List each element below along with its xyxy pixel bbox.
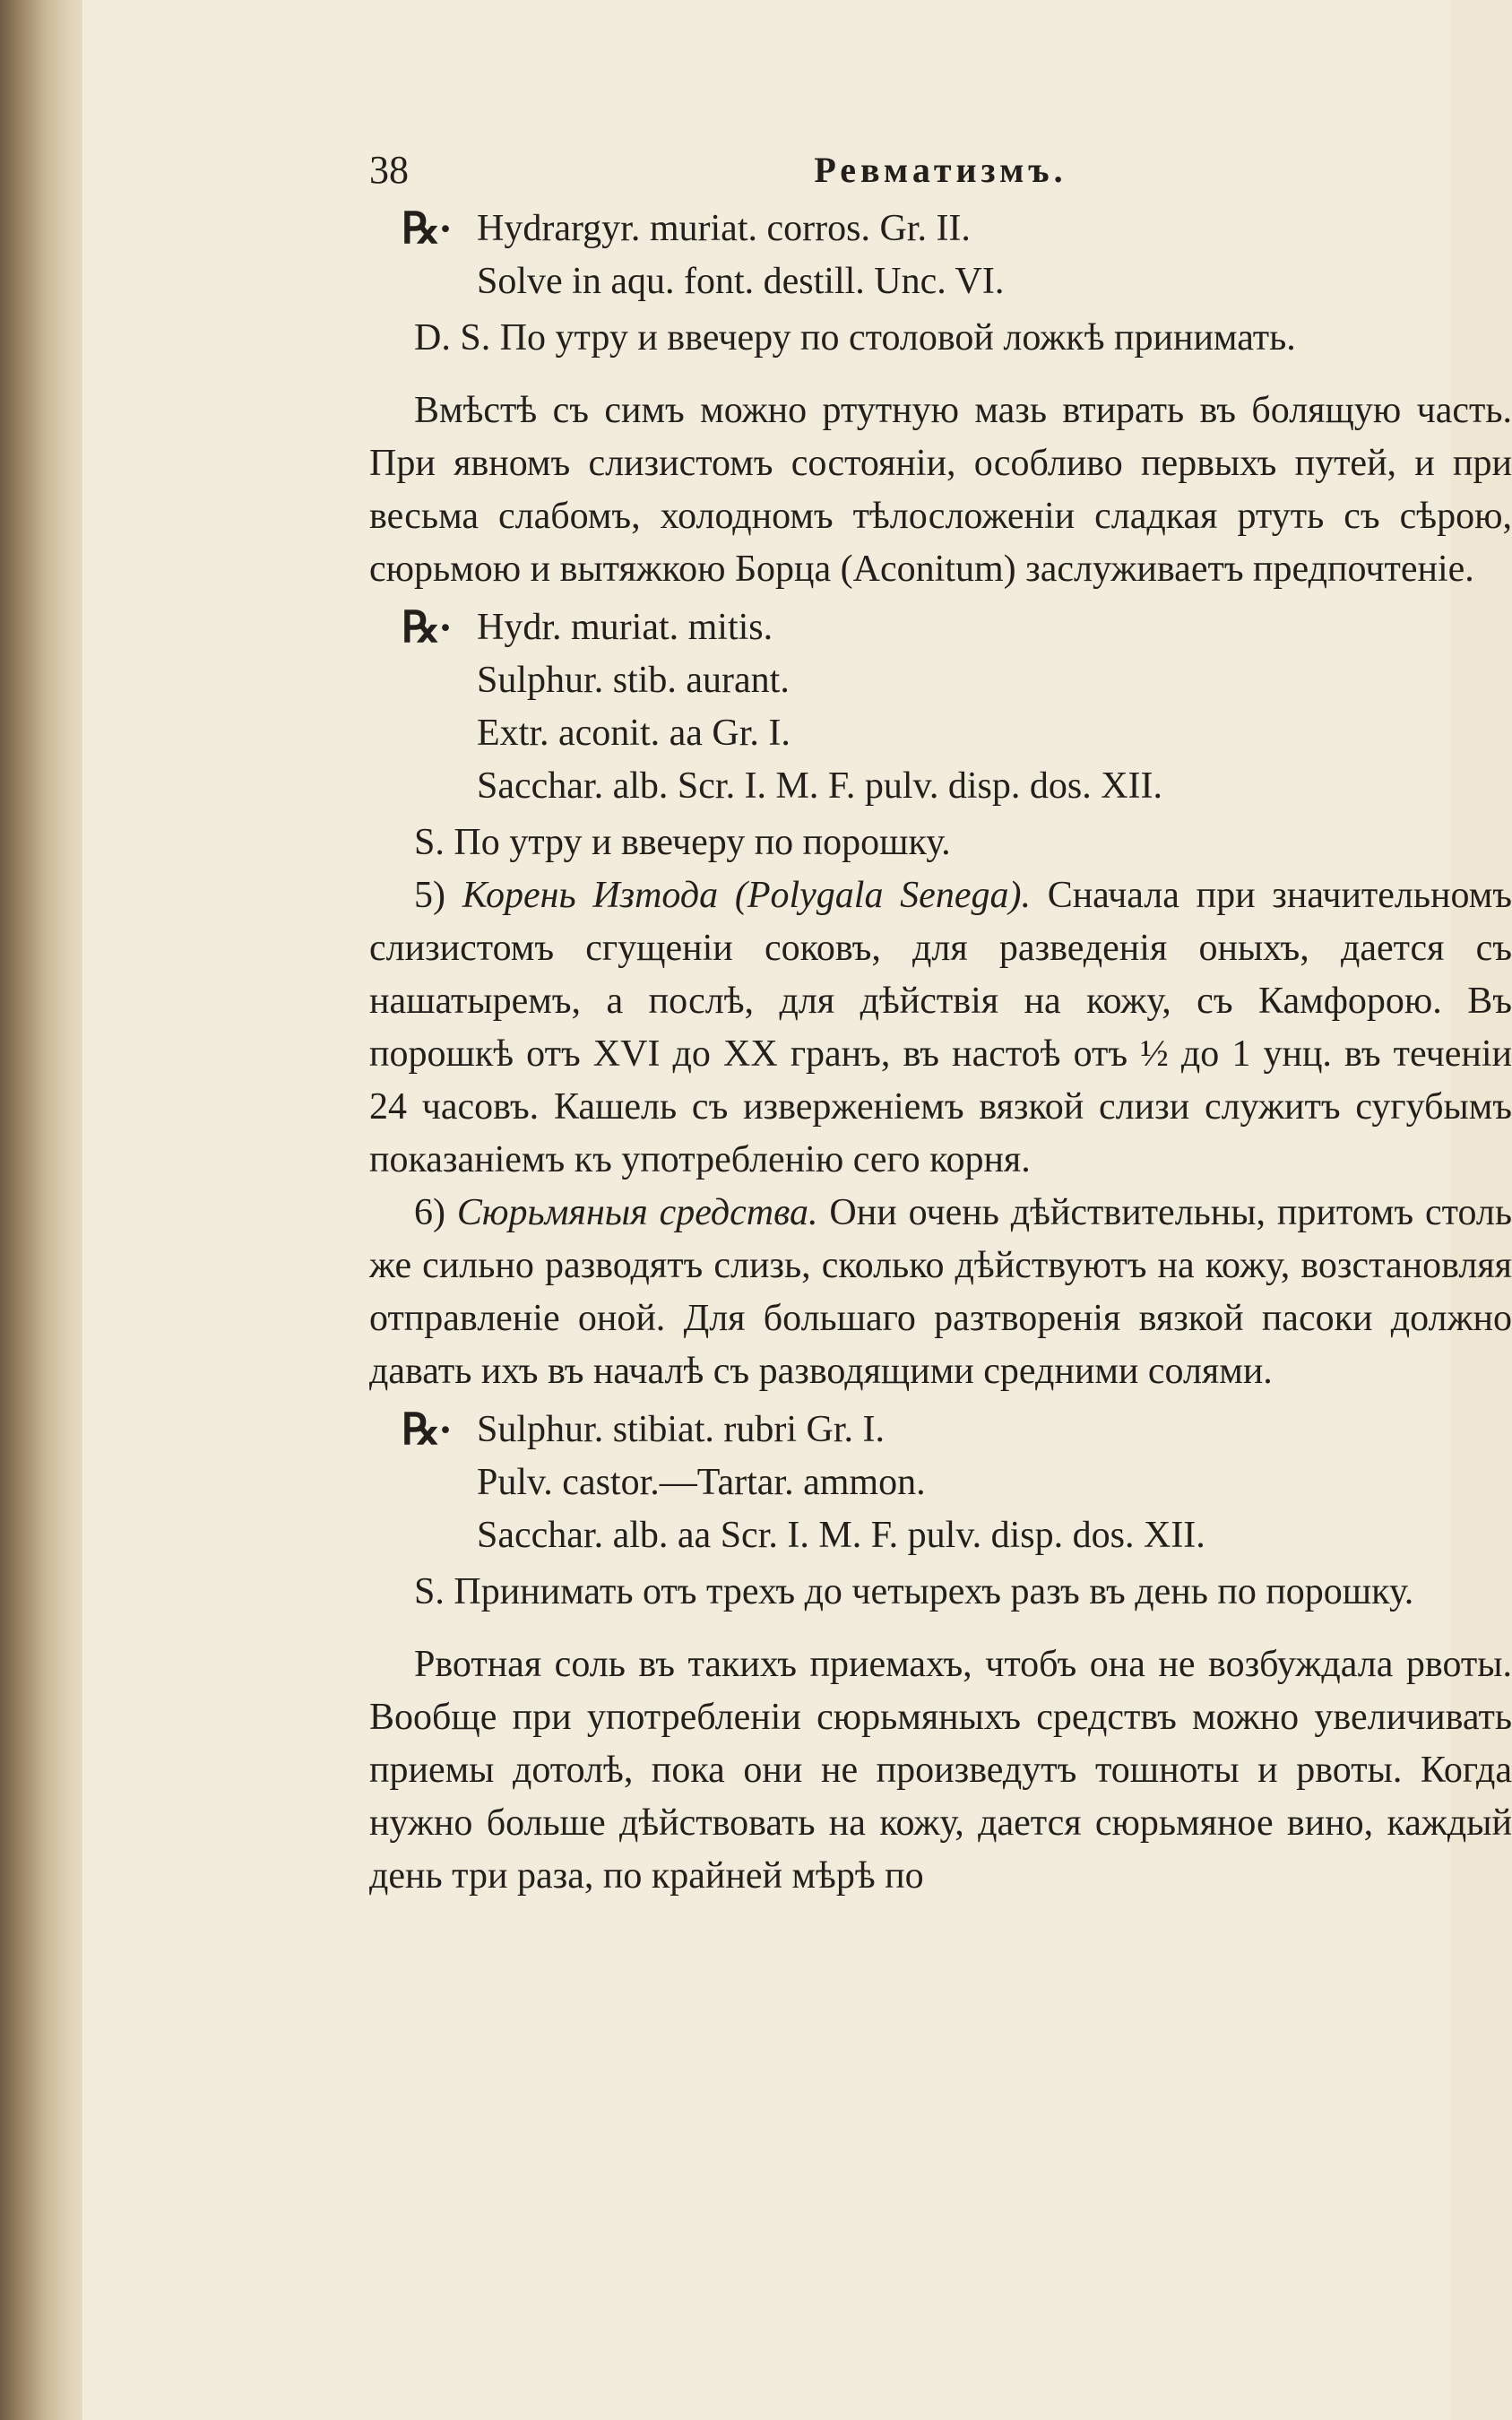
page-header [369,143,1512,197]
prescription-line [369,760,1512,813]
running-title: Ревматизмъ. [814,150,1067,190]
prescription-line [369,707,1512,760]
prescription-line [369,203,1512,255]
prescription-line [369,654,1512,707]
recipe-symbol-icon: ℞· [402,205,452,253]
paragraph: Рвотная соль въ такихъ приемахъ, чтобъ она не возбуждала рвоты. Вообще при употребленіи сюрьмяныхъ средствъ можно увеличивать приемы дотолѣ, пока они не произведутъ тошноты и рвоты. Когда нужно больше дѣйствовать на кожу, дается сюрьмяное вино, каждый день три раза, по крайней мѣрѣ по [369,1644,1512,1897]
prescription-line [369,1509,1512,1562]
prescription-text: Sacchar. alb. Scr. I. M. F. pulv. disp. dos. XII. [477,765,1163,807]
prescription-text: Hydrargyr. muriat. corros. Gr. II. [477,208,971,249]
book-page [82,0,1512,2420]
prescription-text: Pulv. castor.—Tartar. ammon. [477,1462,926,1503]
prescription-text: Sulphur. stibiat. rubri Gr. I. [477,1409,885,1450]
recipe-symbol-icon: ℞· [402,1406,452,1454]
prescription-text: Extr. aconit. aa Gr. I. [477,713,791,754]
prescription-text: Solve in aqu. font. destill. Unc. VI. [477,261,1005,302]
section-title: Корень Изтода [462,875,719,916]
section-latin-name: (Polygala Senega). [734,875,1031,916]
section-number: 6) [414,1192,445,1233]
prescription-line [369,1404,1512,1456]
prescription-text: Sulphur. stib. aurant. [477,660,790,701]
section-text: Они очень дѣйствительны, притомъ столь же сильно разводятъ слизь, сколько дѣйствуютъ на кожу, возстановляя отправленіе оной. Для большаго разтворенія вязкой пасоки должно давать ихъ въ началѣ съ разводящими средними солями. [369,1192,1512,1392]
prescription-text: Sacchar. alb. aa Scr. I. M. F. pulv. disp. dos. XII. [477,1515,1205,1556]
prescription-line [369,601,1512,654]
prescription-2 [369,601,1512,813]
paragraph: Вмѣстѣ съ симъ можно ртутную мазь втирать въ болящую часть. При явномъ слизистомъ состояніи, особливо первыхъ путей, и при весьма слабомъ, холодномъ тѣлосложеніи сладкая ртуть съ сѣрою, сюрьмою и вытяжкою Борца (Aconitum) заслуживаетъ предпочтеніе. [369,390,1512,590]
section-6 [369,1187,1512,1398]
section-5 [369,869,1512,1187]
prescription-signa: S. По утру и ввечеру по порошку. [414,822,951,863]
book-spine-shadow [0,0,82,2420]
page-content [369,143,1512,1903]
prescription-3 [369,1404,1512,1562]
prescription-line [369,255,1512,308]
page-number: 38 [369,148,409,192]
section-text: Сначала при значительномъ слизистомъ сгущеніи соковъ, для разведенія оныхъ, дается съ нашатыремъ, а послѣ, для дѣйствія на кожу, съ Камфорою. Въ порошкѣ отъ XVI до XX гранъ, въ настоѣ отъ ½ до 1 унц. въ теченіи 24 часовъ. Кашель съ изверженіемъ вязкой слизи служитъ сугубымъ показаніемъ къ употребленію сего корня. [369,875,1512,1180]
section-number: 5) [414,875,445,916]
prescription-signa: S. Принимать отъ трехъ до четырехъ разъ въ день по порошку. [414,1571,1414,1612]
prescription-text: Hydr. muriat. mitis. [477,607,773,648]
section-title: Сюрьмяныя средства. [456,1192,818,1233]
prescription-line [369,1456,1512,1509]
recipe-symbol-icon: ℞· [402,604,452,652]
prescription-1 [369,203,1512,308]
prescription-signa: D. S. По утру и ввечеру по столовой ложкѣ принимать. [414,317,1296,359]
